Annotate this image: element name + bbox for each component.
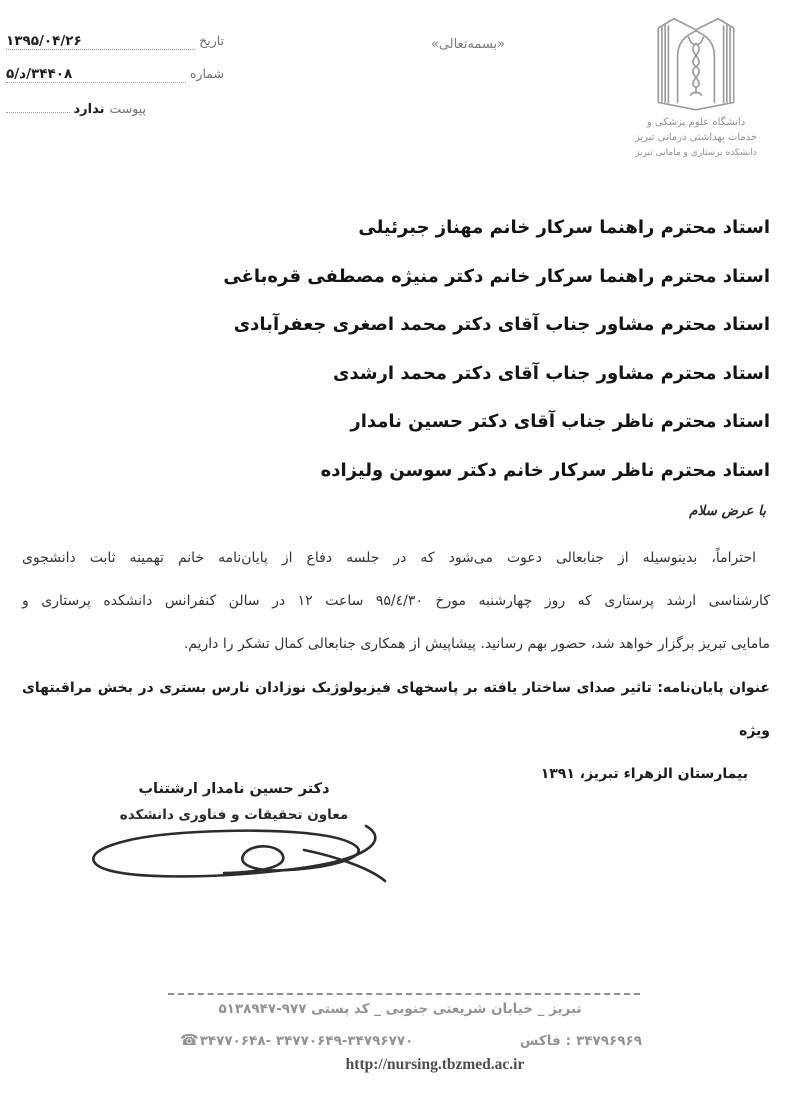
body-line-2: کارشناسی ارشد پرستاری که روز چهارشنبه مورخ ۹۵/٤/۳۰ ساعت ۱۲ در سالن کنفرانس دانشکده پرستاری و	[22, 593, 770, 610]
meta-date-value: ۱۳۹۵/۰۴/۲۶	[6, 33, 82, 49]
logo-caption-university: دانشگاه علوم پزشکی و	[646, 117, 746, 128]
thesis-title-line-1: عنوان پایان‌نامه: تاثیر صدای ساختار یافته بر پاسخهای فیزیولوژیک نوزادان نارس بستری در بخش مراقبتهای ویژه	[22, 679, 770, 739]
body-line-1: احتراماً، بدینوسیله از جنابعالی دعوت می‌شود که در جلسه دفاع از پایان‌نامه خانم تهمینه ثابت دانشجوی	[22, 550, 756, 566]
footer-address	[160, 1001, 640, 1017]
signer-title: معاون تحقیقات و فناوری دانشکده	[119, 807, 349, 823]
letter-meta	[6, 30, 224, 130]
thesis-title-line-2: بیمارستان الزهراء تبریز، ۱۳۹۱	[540, 766, 748, 783]
body-line-3: مامایی تبریز برگزار خواهد شد، حضور بهم رسانید. پیشاپیش از همکاری جنابعالی کمال تشکر را داریم.	[183, 636, 770, 653]
meta-number-row	[6, 63, 224, 83]
meta-attachment-line	[6, 96, 70, 113]
meta-number-label: شماره	[189, 66, 224, 81]
phone-icon: ☎	[180, 1031, 199, 1049]
recipient-line-4: استاد محترم مشاور جناب آقای دکتر محمد ارشدی	[332, 362, 770, 384]
meta-attachment-label: پیوست	[109, 101, 146, 116]
fax-group	[520, 1033, 642, 1049]
basmala: «بسمه‌تعالی»	[430, 37, 506, 52]
recipient-line-3: استاد محترم مشاور جناب آقای دکتر محمد اصغری جعفرآبادی	[233, 314, 770, 335]
signature-scrawl	[76, 806, 394, 888]
meta-date-row	[6, 30, 224, 50]
recipient-line-5: استاد محترم ناظر جناب آقای دکتر حسین نامدار	[350, 411, 770, 432]
footer-address-text: تبریز _ خیابان شریعتی جنوبی _ کد پستی	[311, 1001, 582, 1017]
footer-divider	[168, 993, 640, 995]
meta-attachment-value: ندارد	[73, 102, 105, 117]
recipient-line-2: استاد محترم راهنما سرکار خانم دکتر منیژه مصطفی قره‌باغی	[223, 265, 770, 287]
recipient-line-1: استاد محترم راهنما سرکار خانم مهناز جبرئیلی	[358, 217, 770, 238]
recipient-list	[0, 214, 770, 505]
phone-numbers: ۳۴۷۷۰۶۴۸- ۳۴۷۷۰۶۴۹-۳۴۷۹۶۷۷۰	[199, 1033, 414, 1049]
fax-colon: :	[565, 1033, 572, 1049]
meta-attachment-row	[6, 96, 146, 117]
logo-caption-services: خدمات بهداشتی درمانی تبریز	[634, 132, 758, 143]
letter-body	[22, 537, 770, 796]
salutation: با عرض سلام	[689, 503, 766, 519]
footer-phone-row	[180, 1031, 642, 1049]
meta-date-label: تاریخ	[199, 33, 224, 48]
signer-name: دکتر حسین نامدار ارشتناب	[138, 781, 330, 797]
meta-date-line	[6, 30, 195, 50]
recipient-line-6: استاد محترم ناظر سرکار خانم دکتر سوسن ولیزاده	[320, 459, 770, 481]
meta-number-line	[6, 63, 186, 83]
logo-caption-faculty: دانشکده پرستاری و مامایی تبریز	[635, 148, 757, 158]
meta-number-value: ۳۴۴۰۸/د/۵	[6, 66, 73, 82]
fax-number: ۳۴۷۹۶۹۶۹	[576, 1033, 642, 1049]
footer-postal-code: ۵۱۳۸۹۴۷-۹۷۷	[218, 1001, 307, 1017]
fax-label: فاکس	[519, 1033, 561, 1049]
open-book-serpent-icon	[650, 12, 742, 112]
phone-numbers-group	[180, 1031, 413, 1049]
website-url[interactable]: http://nursing.tbzmed.ac.ir	[345, 1056, 525, 1073]
university-logo	[616, 12, 776, 161]
